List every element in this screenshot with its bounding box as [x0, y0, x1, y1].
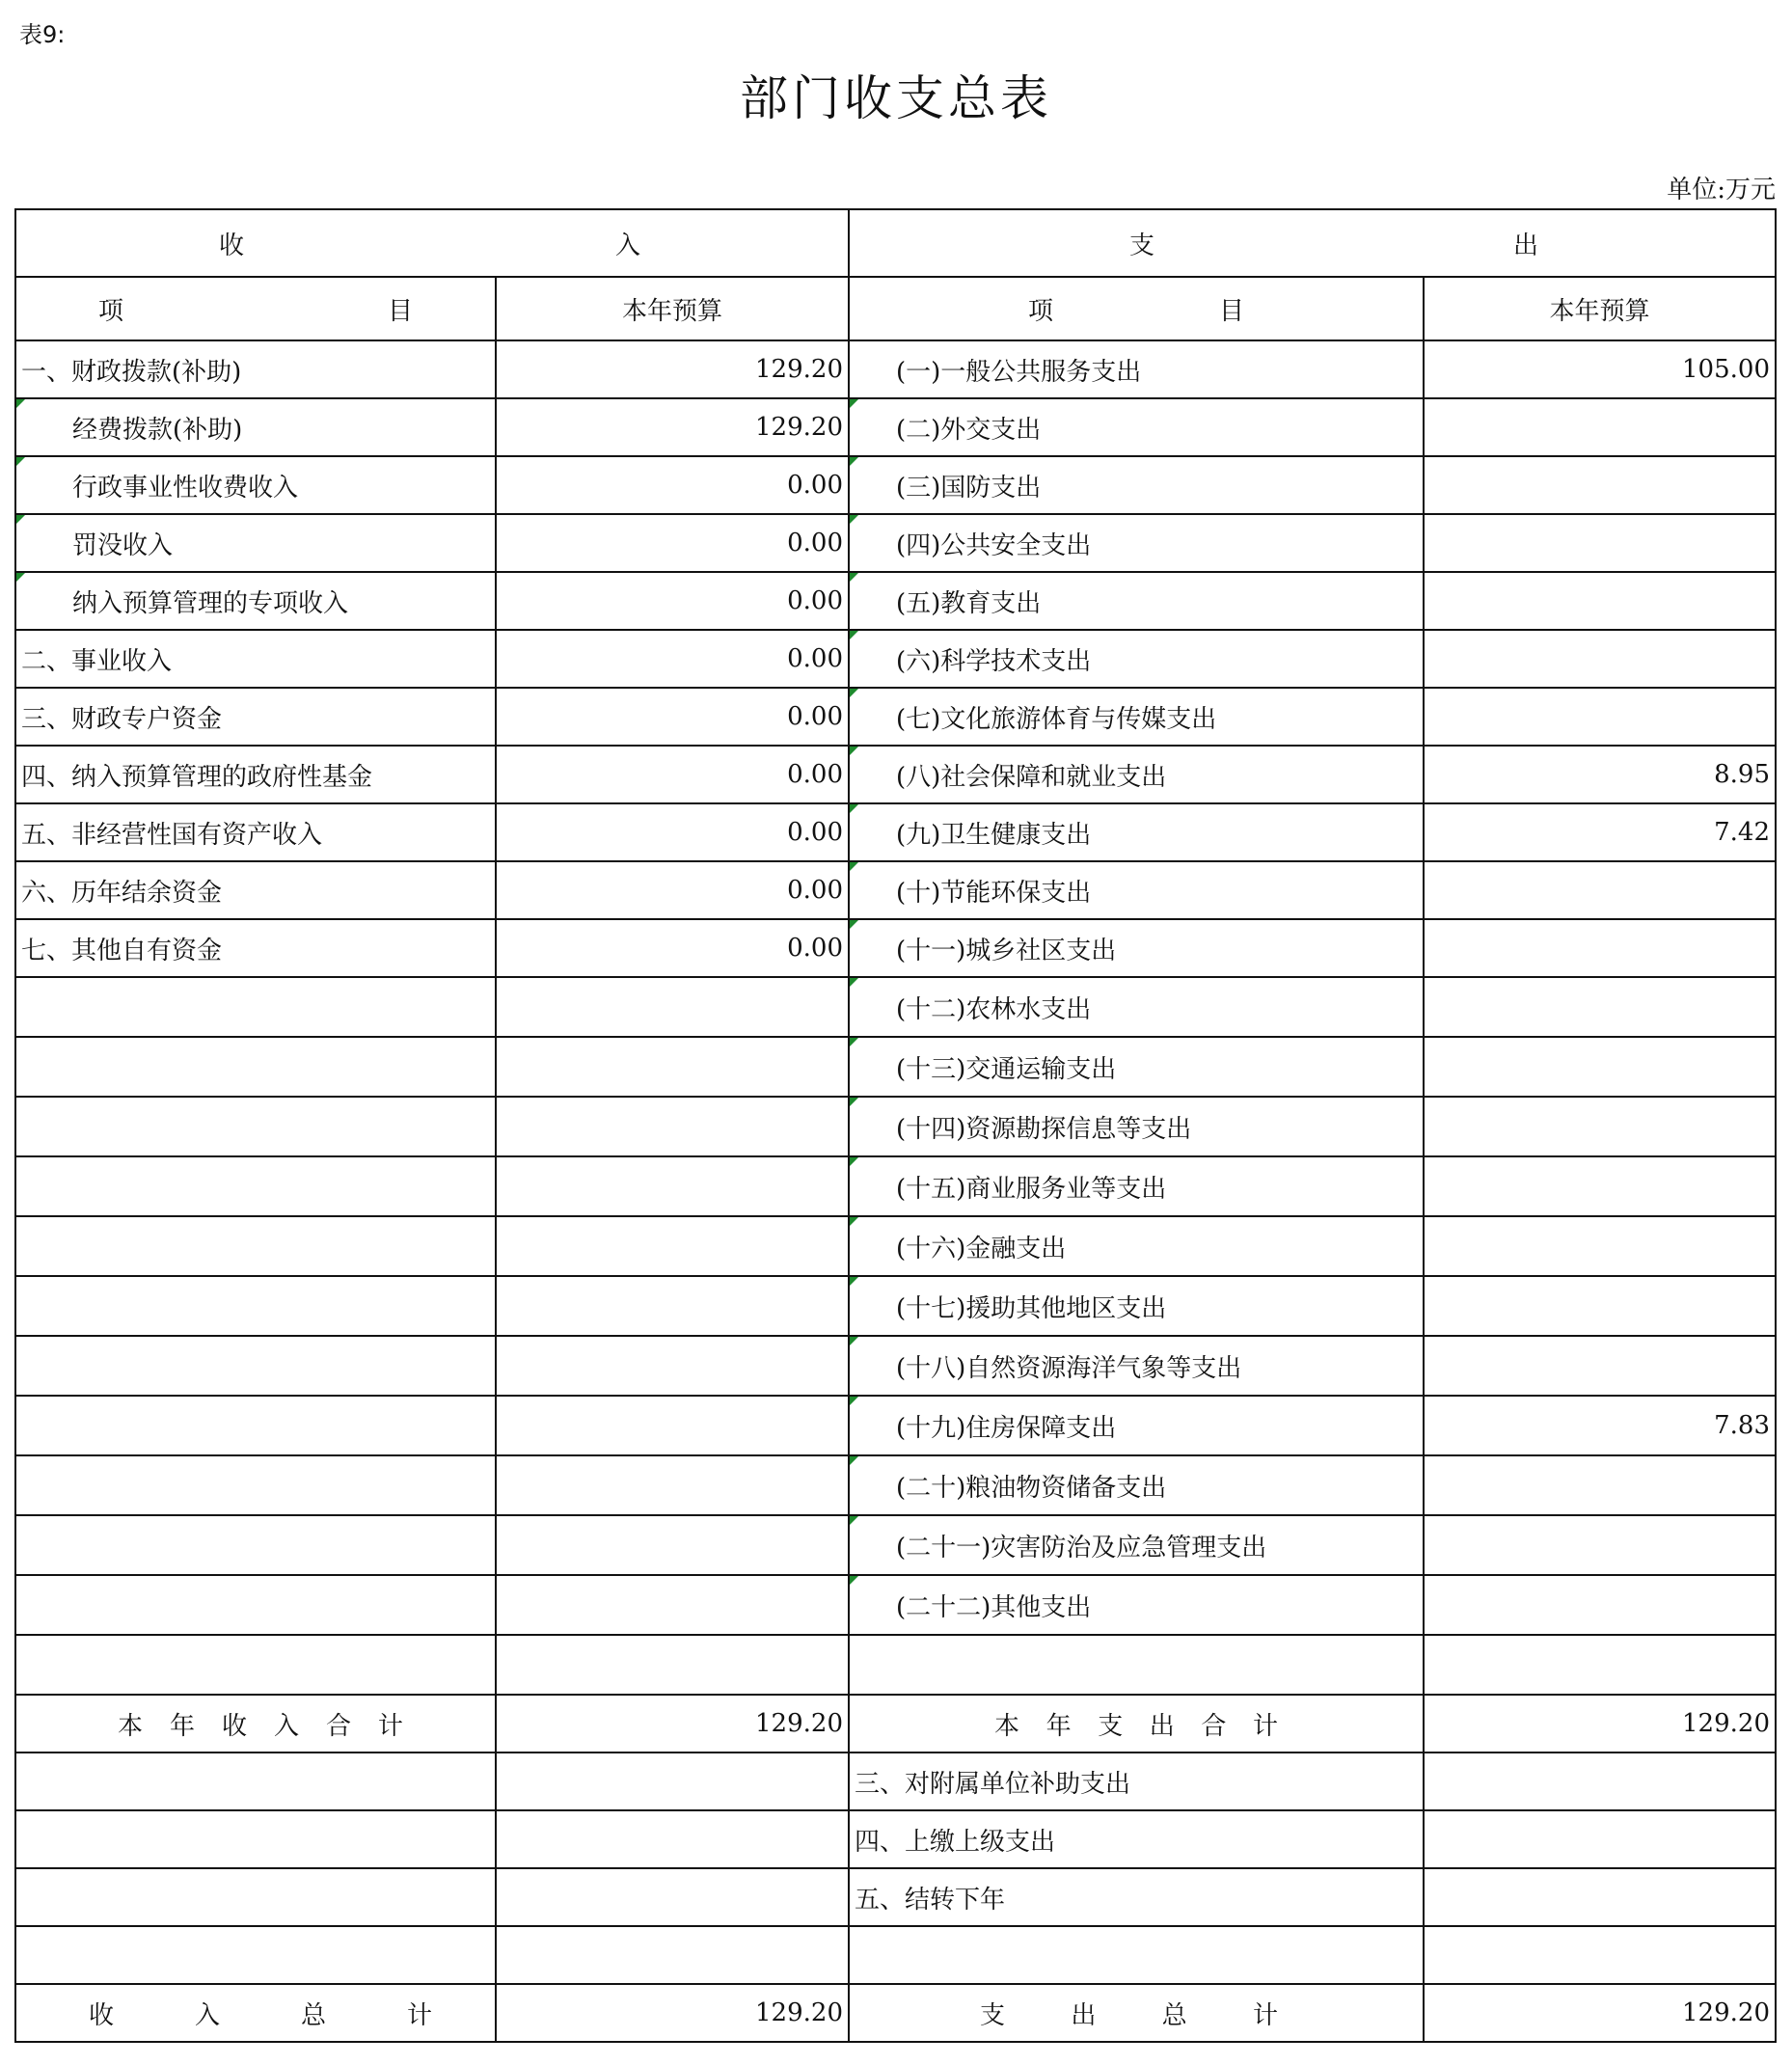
income-item-cell	[15, 1810, 496, 1868]
income-value-cell	[496, 1926, 849, 1984]
expense-item-cell	[849, 1926, 1424, 1984]
income-item-cell	[15, 1276, 496, 1336]
income-header-right: 入	[614, 231, 640, 260]
year-income-total-value: 129.20	[496, 1695, 849, 1753]
expense-item-cell: (八)社会保障和就业支出	[849, 746, 1424, 803]
expense-value-cell	[1424, 1868, 1776, 1926]
year-expense-total-label-char: 出	[1149, 1711, 1175, 1741]
expense-value-cell	[1424, 514, 1776, 572]
income-item-cell	[15, 1455, 496, 1515]
income-value-cell	[496, 1455, 849, 1515]
table-row	[15, 1926, 1776, 1984]
expense-value-cell	[1424, 1097, 1776, 1156]
year-income-total-label-char: 入	[273, 1711, 299, 1741]
table-row	[15, 1396, 1776, 1455]
grand-expense-total-label-char: 计	[1252, 2000, 1278, 2030]
income-value-cell	[496, 977, 849, 1037]
grand-income-total-label-char: 计	[406, 2000, 432, 2030]
year-income-total-label	[15, 1695, 496, 1753]
table-label: 表9:	[19, 21, 66, 48]
expense-item-cell: (十一)城乡社区支出	[849, 919, 1424, 977]
grand-expense-total-label	[849, 1984, 1424, 2042]
table-row	[15, 803, 1776, 861]
expense-item-cell: (十)节能环保支出	[849, 861, 1424, 919]
income-value-cell: 129.20	[496, 340, 849, 398]
table-row	[15, 977, 1776, 1037]
income-header	[15, 209, 849, 277]
table-row	[15, 1515, 1776, 1575]
table-row	[15, 1276, 1776, 1336]
income-value-cell	[496, 1216, 849, 1276]
grand-income-total-label-char: 收	[89, 2000, 115, 2030]
expense-value-cell	[1424, 1575, 1776, 1635]
table-row	[15, 1753, 1776, 1810]
grand-expense-total-label-char: 出	[1071, 2000, 1097, 2030]
year-income-total-label-char: 计	[377, 1711, 403, 1741]
income-value-cell: 0.00	[496, 630, 849, 688]
income-item-cell: 三、财政专户资金	[15, 688, 496, 746]
table-row	[15, 919, 1776, 977]
income-item-cell: 七、其他自有资金	[15, 919, 496, 977]
expense-item-cell: (十四)资源勘探信息等支出	[849, 1097, 1424, 1156]
income-value-cell	[496, 1515, 849, 1575]
table-row	[15, 456, 1776, 514]
expense-item-header-left: 项	[1028, 296, 1054, 326]
grand-expense-total-label-char: 总	[1161, 2000, 1187, 2030]
income-value-cell	[496, 1097, 849, 1156]
expense-item-cell: (七)文化旅游体育与传媒支出	[849, 688, 1424, 746]
income-item-header	[15, 277, 496, 340]
income-item-cell	[15, 1635, 496, 1695]
income-item-cell	[15, 1336, 496, 1396]
income-value-cell	[496, 1156, 849, 1216]
year-expense-total-label-char: 支	[1098, 1711, 1124, 1741]
table-row	[15, 688, 1776, 746]
expense-header-right: 出	[1512, 231, 1538, 260]
expense-value-cell	[1424, 1276, 1776, 1336]
expense-item-cell: (三)国防支出	[849, 456, 1424, 514]
income-item-cell: 四、纳入预算管理的政府性基金	[15, 746, 496, 803]
table-row	[15, 514, 1776, 572]
year-income-total-label-char: 年	[169, 1711, 195, 1741]
income-value-cell	[496, 1575, 849, 1635]
income-value-cell: 0.00	[496, 688, 849, 746]
expense-value-cell: 7.42	[1424, 803, 1776, 861]
income-item-header-left: 项	[98, 296, 124, 326]
unit-label: 单位:万元	[1667, 176, 1776, 204]
income-value-cell: 0.00	[496, 572, 849, 630]
expense-value-cell	[1424, 919, 1776, 977]
table-row	[15, 1156, 1776, 1216]
income-value-cell	[496, 1336, 849, 1396]
year-expense-total-label	[849, 1695, 1424, 1753]
expense-value-cell	[1424, 572, 1776, 630]
expense-value-cell	[1424, 1515, 1776, 1575]
expense-value-cell	[1424, 1635, 1776, 1695]
expense-item-cell: (十三)交通运输支出	[849, 1037, 1424, 1097]
grand-total-row	[15, 1984, 1776, 2042]
expense-value-cell	[1424, 1926, 1776, 1984]
expense-item-cell: (二十二)其他支出	[849, 1575, 1424, 1635]
table-row	[15, 1216, 1776, 1276]
expense-item-cell: 五、结转下年	[849, 1868, 1424, 1926]
income-value-cell	[496, 1037, 849, 1097]
income-item-cell: 经费拨款(补助)	[15, 398, 496, 456]
expense-item-cell: (十六)金融支出	[849, 1216, 1424, 1276]
income-value-cell	[496, 1753, 849, 1810]
expense-budget-header: 本年预算	[1424, 277, 1776, 340]
income-item-cell: 二、事业收入	[15, 630, 496, 688]
expense-value-cell: 105.00	[1424, 340, 1776, 398]
expense-item-cell	[849, 1635, 1424, 1695]
expense-item-cell: (十二)农林水支出	[849, 977, 1424, 1037]
expense-value-cell	[1424, 1216, 1776, 1276]
income-value-cell: 0.00	[496, 514, 849, 572]
income-item-cell: 纳入预算管理的专项收入	[15, 572, 496, 630]
expense-value-cell	[1424, 1037, 1776, 1097]
expense-value-cell	[1424, 456, 1776, 514]
income-item-cell	[15, 1216, 496, 1276]
grand-income-total-label	[15, 1984, 496, 2042]
table-row	[15, 861, 1776, 919]
header-row-columns	[15, 277, 1776, 340]
income-item-cell: 一、财政拨款(补助)	[15, 340, 496, 398]
table-row	[15, 1097, 1776, 1156]
year-expense-total-label-char: 年	[1045, 1711, 1072, 1741]
expense-item-cell: (四)公共安全支出	[849, 514, 1424, 572]
income-item-cell	[15, 1753, 496, 1810]
expense-value-cell	[1424, 1810, 1776, 1868]
expense-header-left: 支	[1129, 231, 1155, 260]
income-value-cell: 0.00	[496, 746, 849, 803]
table-row	[15, 1336, 1776, 1396]
year-total-row	[15, 1695, 1776, 1753]
income-item-cell	[15, 1575, 496, 1635]
year-income-total-label-char: 本	[118, 1711, 144, 1741]
expense-value-cell: 8.95	[1424, 746, 1776, 803]
expense-value-cell	[1424, 398, 1776, 456]
income-value-cell: 129.20	[496, 398, 849, 456]
expense-item-cell: (一)一般公共服务支出	[849, 340, 1424, 398]
income-item-cell	[15, 1037, 496, 1097]
income-item-header-right: 目	[387, 296, 413, 326]
expense-item-cell: (十九)住房保障支出	[849, 1396, 1424, 1455]
income-value-cell	[496, 1868, 849, 1926]
expense-item-header-right: 目	[1218, 296, 1244, 326]
expense-value-cell	[1424, 1455, 1776, 1515]
table-row	[15, 572, 1776, 630]
income-item-cell	[15, 1396, 496, 1455]
header-row-section	[15, 209, 1776, 277]
expense-item-cell: (二)外交支出	[849, 398, 1424, 456]
income-budget-header: 本年预算	[496, 277, 849, 340]
table-row	[15, 1455, 1776, 1515]
table-row	[15, 398, 1776, 456]
income-item-cell	[15, 1868, 496, 1926]
income-value-cell: 0.00	[496, 861, 849, 919]
expense-item-header	[849, 277, 1424, 340]
income-item-cell	[15, 1515, 496, 1575]
grand-income-total-label-char: 入	[194, 2000, 220, 2030]
expense-item-cell: 三、对附属单位补助支出	[849, 1753, 1424, 1810]
expense-item-cell: (十八)自然资源海洋气象等支出	[849, 1336, 1424, 1396]
expense-header	[849, 209, 1776, 277]
table-row	[15, 1810, 1776, 1868]
table-row	[15, 630, 1776, 688]
budget-table	[14, 208, 1777, 2043]
income-item-cell	[15, 1097, 496, 1156]
expense-value-cell	[1424, 630, 1776, 688]
expense-item-cell: (九)卫生健康支出	[849, 803, 1424, 861]
table-row	[15, 1575, 1776, 1635]
expense-item-cell: (六)科学技术支出	[849, 630, 1424, 688]
expense-value-cell	[1424, 688, 1776, 746]
income-value-cell: 0.00	[496, 919, 849, 977]
income-header-left: 收	[219, 231, 245, 260]
year-expense-total-label-char: 本	[994, 1711, 1020, 1741]
grand-income-total-label-char: 总	[300, 2000, 326, 2030]
expense-item-cell: (二十一)灾害防治及应急管理支出	[849, 1515, 1424, 1575]
table-row	[15, 1037, 1776, 1097]
grand-expense-total-label-char: 支	[980, 2000, 1006, 2030]
expense-value-cell	[1424, 977, 1776, 1037]
expense-item-cell: (五)教育支出	[849, 572, 1424, 630]
expense-value-cell	[1424, 1336, 1776, 1396]
income-value-cell	[496, 1276, 849, 1336]
expense-item-cell: 四、上缴上级支出	[849, 1810, 1424, 1868]
income-value-cell	[496, 1396, 849, 1455]
income-item-cell	[15, 1156, 496, 1216]
income-item-cell: 罚没收入	[15, 514, 496, 572]
grand-expense-total-value: 129.20	[1424, 1984, 1776, 2042]
table-row	[15, 340, 1776, 398]
income-value-cell: 0.00	[496, 456, 849, 514]
expense-item-cell: (二十)粮油物资储备支出	[849, 1455, 1424, 1515]
income-item-cell: 五、非经营性国有资产收入	[15, 803, 496, 861]
expense-item-cell: (十七)援助其他地区支出	[849, 1276, 1424, 1336]
year-expense-total-value: 129.20	[1424, 1695, 1776, 1753]
year-income-total-label-char: 收	[221, 1711, 247, 1741]
table-row	[15, 746, 1776, 803]
income-item-cell: 六、历年结余资金	[15, 861, 496, 919]
year-income-total-label-char: 合	[325, 1711, 351, 1741]
income-item-cell	[15, 1926, 496, 1984]
year-expense-total-label-char: 合	[1201, 1711, 1227, 1741]
income-value-cell: 0.00	[496, 803, 849, 861]
grand-income-total-value: 129.20	[496, 1984, 849, 2042]
page-title: 部门收支总表	[740, 70, 1052, 126]
income-item-cell	[15, 977, 496, 1037]
year-expense-total-label-char: 计	[1252, 1711, 1278, 1741]
income-value-cell	[496, 1635, 849, 1695]
expense-value-cell: 7.83	[1424, 1396, 1776, 1455]
income-value-cell	[496, 1810, 849, 1868]
income-item-cell: 行政事业性收费收入	[15, 456, 496, 514]
expense-item-cell: (十五)商业服务业等支出	[849, 1156, 1424, 1216]
expense-value-cell	[1424, 1156, 1776, 1216]
table-row	[15, 1635, 1776, 1695]
expense-value-cell	[1424, 861, 1776, 919]
table-row	[15, 1868, 1776, 1926]
expense-value-cell	[1424, 1753, 1776, 1810]
